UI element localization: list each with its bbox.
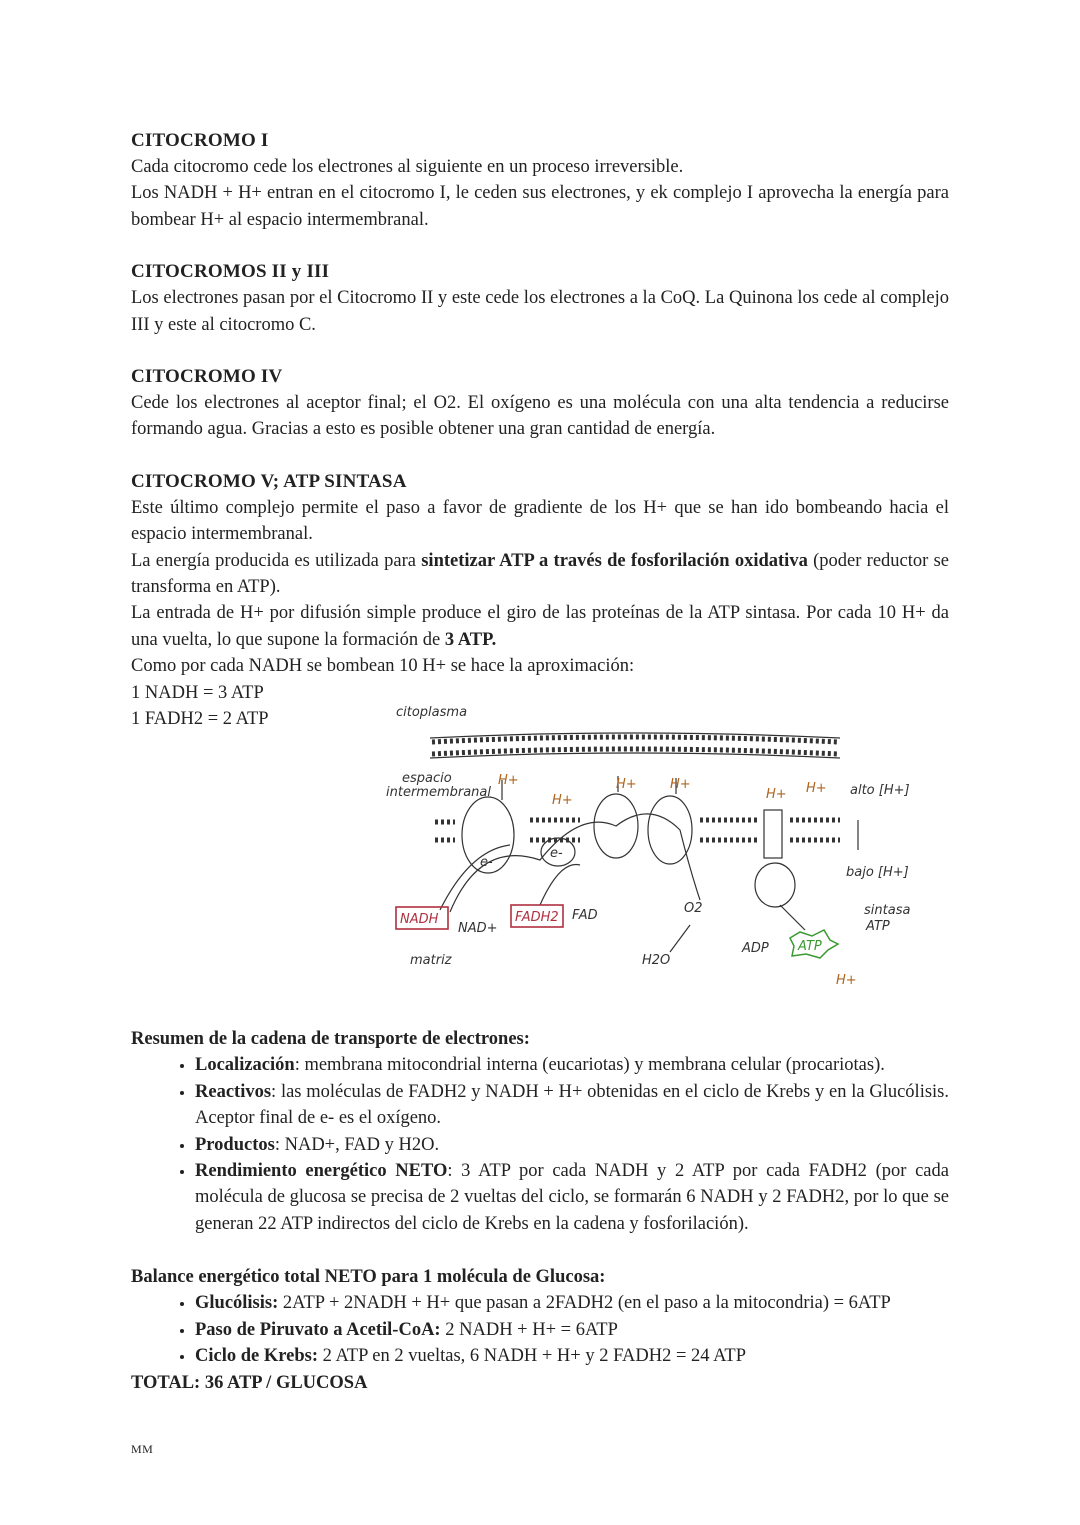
label-atp: ATP [798,939,822,954]
list-item [195,1132,949,1158]
outer-membrane-heads [432,737,838,754]
bold-text: Paso de Piruvato a Acetil-CoA: [195,1319,441,1340]
bold-text: Ciclo de Krebs: [195,1346,318,1367]
paragraph: Los electrones pasan por el Citocromo II y este cede los electrones a la CoQ. La Quinona los cede al complejo III y este al citocromo C. [131,288,949,335]
bold-text: Glucólisis: [195,1293,279,1314]
outer-membrane [430,733,840,758]
section-citocromo-1 [131,128,949,233]
bold-text: 3 ATP. [444,629,497,650]
section-citocromo-4 [131,364,949,443]
inner-membrane-right [700,820,840,840]
label-matriz: matriz [410,953,452,968]
label-adp: ADP [742,941,769,956]
summary-list [131,1052,949,1237]
label-h-5: H+ [766,787,787,802]
section-citocromo-5 [131,469,949,733]
section-title: CITOCROMO I [131,130,269,151]
section-citocromos-2-3 [131,259,949,338]
list-item [195,1052,949,1078]
label-fad: FAD [572,908,598,923]
list-item [195,1158,949,1237]
list-item [195,1290,949,1316]
label-citoplasma: citoplasma [396,705,468,720]
list-item [195,1343,949,1369]
label-alto: alto [H+] [850,783,910,798]
list-item [195,1317,949,1343]
atp-synthase-head [755,863,795,907]
label-o2: O2 [684,901,703,916]
label-h-3: H+ [616,777,637,792]
paragraph: Como por cada NADH se bombean 10 H+ se hace la aproximación: [131,656,635,677]
bold-text: Rendimiento energético NETO [195,1161,448,1182]
paragraph: Los NADH + H+ entran en el citocromo I, le ceden sus electrones, y ek complejo I aprovecha la energía para bombear H+ al espacio intermembranal. [131,183,949,230]
text: : NAD+, FAD y H2O. [274,1134,440,1155]
label-h2o: H2O [642,953,671,968]
text: (poder reductor se transforma en ATP). [131,550,950,598]
label-nad: NAD+ [458,921,498,936]
paragraph: Este último complejo permite el paso a favor de gradiente de los H+ que se han ido bombeando hacia el espacio intermembranal. [131,497,949,545]
section-title: CITOCROMO V; ATP SINTASA [131,470,407,492]
label-h-6: H+ [806,781,827,796]
paragraph: Cede los electrones al aceptor final; el O2. El oxígeno es una molécula con una alta tendencia a reducirse formando agua. Gracias a esto es posible obtener una gran cantidad de energía. [131,393,949,440]
equation-nadh: 1 NADH = 3 ATP [131,682,264,703]
label-nadh: NADH [400,912,439,927]
text: : 3 ATP por cada NADH y 2 ATP por cada FADH2 (por cada molécula de glucosa se precisa de 2 vueltas del ciclo, se formarán 6 NADH y 2 FADH2, por lo que se generan 22 ATP indirectos del ciclo de Krebs en la cadena y fosforilación). [195,1161,949,1234]
label-bajo: bajo [H+] [846,865,909,880]
list-item [195,1079,949,1132]
atp-arrow [780,905,805,930]
text: 2 ATP en 2 vueltas, 6 NADH + H+ y 2 FADH2 = 24 ATP [317,1346,747,1367]
h2o-arrow [670,925,690,952]
label-espacio: espacio [402,771,452,786]
label-h-2: H+ [552,793,573,808]
label-h-7: H+ [836,973,857,988]
bold-text: Productos [195,1134,275,1155]
fad-arrow [540,865,580,906]
complex-4 [648,796,692,864]
bold-text: sintetizar ATP a través de fosforilación oxidativa [421,550,808,571]
summary-section [131,1026,949,1237]
bold-text: Reactivos [195,1081,272,1102]
nadh-arrow [440,845,510,910]
balance-list [131,1290,949,1369]
paragraph [131,600,949,653]
balance-section [131,1264,949,1396]
label-sintasa: sintasa [864,903,911,918]
inner-membrane-left [435,822,455,840]
label-intermembranal: intermembranal [386,785,491,800]
text: : las moléculas de FADH2 y NADH + H+ obtenidas en el ciclo de Krebs y en la Glucólisis. Aceptor final de e- es el oxígeno. [195,1081,949,1129]
bold-text: Localización [195,1055,295,1076]
balance-title: Balance energético total NETO para 1 molécula de Glucosa: [131,1267,606,1287]
document-body [131,128,949,733]
paragraph [131,548,949,601]
total-line: TOTAL: 36 ATP / GLUCOSA [131,1372,368,1393]
footer-initials: MM [131,1442,154,1456]
label-sintasa-atp: ATP [866,919,890,934]
label-h-4: H+ [670,777,691,792]
equation-fadh2: 1 FADH2 = 2 ATP [131,709,269,730]
text: 2 NADH + H+ = 6ATP [440,1319,618,1340]
text: 2ATP + 2NADH + H+ que pasan a 2FADH2 (en el paso a la mitocondria) = 6ATP [278,1293,891,1314]
diagram-svg [380,700,920,990]
summary-title: Resumen de la cadena de transporte de electrones: [131,1029,530,1049]
text: La entrada de H+ por difusión simple produce el giro de las proteínas de la ATP sintasa. Por cada 10 H+ da una vuelta, lo que supone la formación de [131,603,949,650]
text: La energía producida es utilizada para [131,550,422,571]
section-title: CITOCROMOS II y III [131,261,330,283]
atp-synthase-stalk [764,810,782,858]
section-title: CITOCROMO IV [131,366,283,388]
paragraph: Cada citocromo cede los electrones al siguiente en un proceso irreversible. [131,157,684,177]
label-e1: e- [480,855,493,870]
label-fadh2: FADH2 [515,910,559,925]
label-h-1: H+ [498,773,519,788]
label-e2: e- [550,846,563,861]
electron-transport-diagram [380,700,920,990]
text: : membrana mitocondrial interna (eucariotas) y membrana celular (procariotas). [294,1055,885,1076]
